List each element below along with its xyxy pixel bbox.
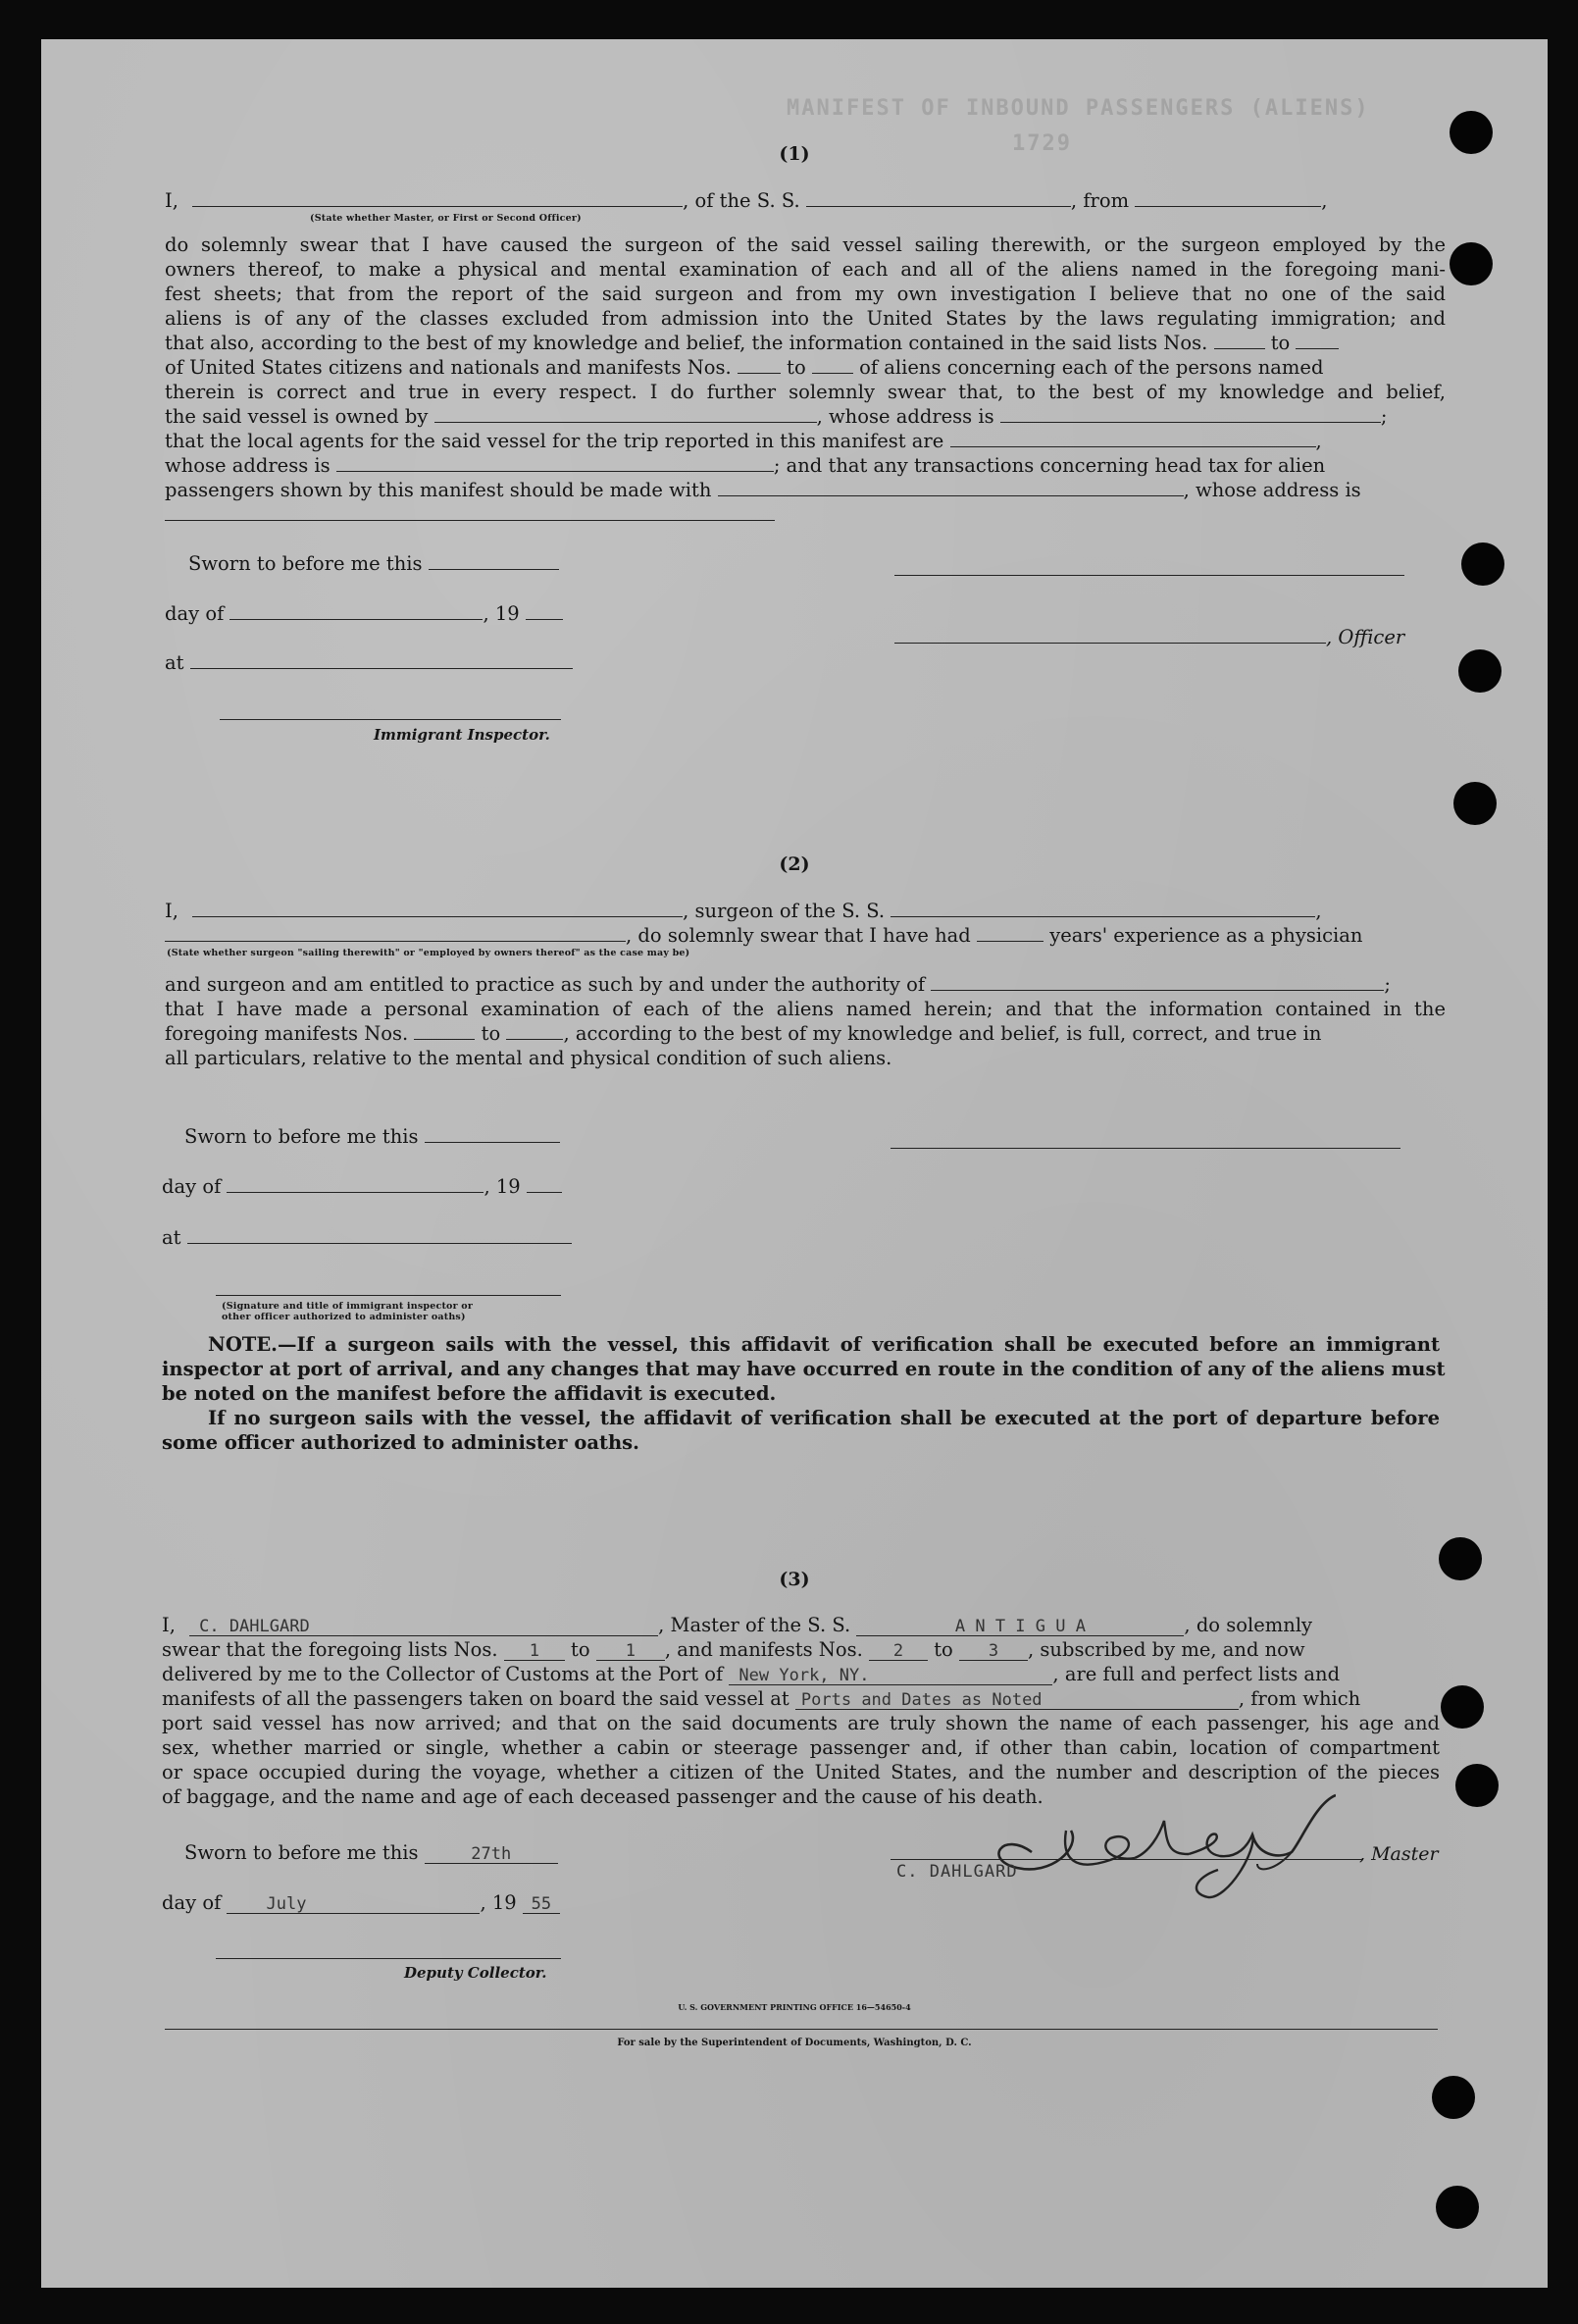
s2-signature-line [891, 1148, 1400, 1149]
from-blank[interactable] [1135, 190, 1321, 207]
s2-sig-note-1: (Signature and title of immigrant inspector or [222, 1301, 474, 1312]
section-2-number: (2) [779, 853, 810, 875]
s1-line-7: of United States citizens and nationals and manifests Nos. to of aliens concerning each of the persons named [165, 356, 1324, 379]
s1-day-of: day of , 19 [165, 602, 563, 625]
s1-line-12: passengers shown by this manifest should be made with , whose address is [165, 479, 1361, 501]
manifests-to-blank[interactable] [812, 357, 853, 374]
master-signature-line [891, 1859, 1363, 1860]
s2-line-5: foregoing manifests Nos. to , according to the best of my knowledge and belief, is full, correct, and true in [165, 1022, 1322, 1045]
master-signature [963, 1791, 1336, 1909]
address-continuation-rule [165, 520, 775, 521]
s1-line-4: fest sheets; that from the report of the said surgeon and from my own investigation I believe that no one of the said [165, 283, 1446, 305]
s1-month-blank[interactable] [229, 603, 483, 620]
s2-sworn: Sworn to before me this [184, 1125, 560, 1148]
surgeon-blank[interactable] [192, 901, 683, 917]
punch-hole [1455, 1764, 1499, 1807]
bleed-through-number: 1729 [1012, 131, 1072, 156]
s1-sworn: Sworn to before me this [188, 552, 559, 575]
year-field[interactable]: 55 [523, 1895, 560, 1914]
s1-officer-blank[interactable] [894, 627, 1326, 644]
list-to-field[interactable]: 1 [596, 1642, 665, 1661]
s2-day-of: day of , 19 [162, 1175, 562, 1198]
surgeon-ship-blank[interactable] [891, 901, 1315, 917]
section-1-number: (1) [779, 143, 810, 165]
s1-inspector-label: Immigrant Inspector. [374, 726, 550, 744]
s3-line-1: I, C. DAHLGARD , Master of the S. S. A N T I G U A , do solemnly [162, 1614, 1313, 1636]
ship-blank[interactable] [806, 190, 1071, 207]
s3-line-3: delivered by me to the Collector of Customs at the Port of New York, NY. , are full and perfect lists and [162, 1663, 1341, 1685]
punch-hole [1450, 242, 1493, 285]
s3-line-4: manifests of all the passengers taken on board the said vessel at Ports and Dates as Noted , from which [162, 1687, 1361, 1710]
s3-line-2: swear that the foregoing lists Nos. 1 to 1 , and manifests Nos. 2 to 3 , subscribed by me, and now [162, 1638, 1305, 1661]
section-3-number: (3) [779, 1569, 810, 1590]
deputy-collector-label: Deputy Collector. [404, 1964, 547, 1982]
s2-at-blank[interactable] [187, 1227, 572, 1244]
surgeon-status-blank[interactable] [165, 925, 626, 942]
s2-line-1: I, , surgeon of the S. S. , [165, 900, 1322, 922]
s1-line-10: that the local agents for the said vessel for the trip reported in this manifest are , [165, 430, 1322, 452]
manifests-from-blank[interactable] [738, 357, 781, 374]
agents-blank[interactable] [950, 431, 1316, 447]
s2-inspector-signature-line [216, 1295, 561, 1296]
punch-hole [1436, 2186, 1479, 2229]
owner-address-blank[interactable] [1000, 406, 1381, 423]
punch-hole [1441, 1685, 1484, 1729]
s2-month-blank[interactable] [227, 1176, 484, 1193]
note-line-2: inspector at port of arrival, and any changes that may have occurred en route in the condition of any of the aliens must [162, 1358, 1446, 1380]
printing-office-imprint: U. S. GOVERNMENT PRINTING OFFICE 16—54650-4 [678, 2002, 911, 2012]
s1-line-2: do solemnly swear that I have caused the surgeon of the said vessel sailing therewith, or the surgeon employed by the [165, 233, 1446, 256]
s1-officer-line: , Officer [894, 626, 1404, 648]
s1-sworn-day-blank[interactable] [429, 553, 559, 570]
s2-sworn-day-blank[interactable] [425, 1126, 560, 1143]
s2-manifest-to-blank[interactable] [506, 1023, 563, 1040]
manifest-affidavit-page [41, 39, 1548, 2288]
officer-blank[interactable] [192, 190, 683, 207]
s3-line-8: of baggage, and the name and age of each deceased passenger and the cause of his death. [162, 1785, 1044, 1808]
authority-blank[interactable] [931, 974, 1384, 991]
s1-line-11: whose address is ; and that any transactions concerning head tax for alien [165, 454, 1326, 477]
s2-sig-note-2: other officer authorized to administer oaths) [222, 1312, 466, 1322]
s2-line-2: , do solemnly swear that I have had years' experience as a physician [165, 923, 1446, 948]
deputy-signature-line [216, 1958, 561, 1959]
master-name-field[interactable]: C. DAHLGARD [189, 1618, 658, 1636]
s3-line-7: or space occupied during the voyage, whether a citizen of the United States, and the number and description of the pieces [162, 1761, 1440, 1783]
footer-rule [165, 2029, 1438, 2030]
bleed-through-header: MANIFEST OF INBOUND PASSENGERS (ALIENS) [787, 96, 1370, 121]
lists-to-blank[interactable] [1296, 333, 1339, 349]
s3-day-of: day of July , 19 55 [162, 1891, 560, 1914]
s2-year-blank[interactable] [527, 1176, 562, 1193]
lists-from-blank[interactable] [1214, 333, 1265, 349]
s1-year-blank[interactable] [526, 603, 563, 620]
s1-line-1: I, , of the S. S. , from , [165, 189, 1328, 212]
sale-notice: For sale by the Superintendent of Documents, Washington, D. C. [617, 2038, 972, 2048]
note-line-1: NOTE.—If a surgeon sails with the vessel, this affidavit of verification shall be executed before an immigrant [208, 1333, 1440, 1356]
month-field[interactable]: July [227, 1895, 480, 1914]
note-line-5: some officer authorized to administer oaths. [162, 1431, 639, 1454]
officer-note: (State whether Master, or First or Second Officer) [310, 213, 582, 224]
list-from-field[interactable]: 1 [504, 1642, 565, 1661]
typed-master-name: C. DAHLGARD [896, 1862, 1018, 1882]
s3-sworn: Sworn to before me this 27th [184, 1841, 558, 1864]
ship-name-field[interactable]: A N T I G U A [856, 1618, 1184, 1636]
manifest-to-field[interactable]: 3 [959, 1642, 1028, 1661]
s2-line-4: that I have made a personal examination of each of the aliens named herein; and that the information contained in the [165, 998, 1446, 1020]
s1-signature-line [894, 575, 1404, 576]
s1-inspector-signature-line [220, 719, 561, 720]
punch-hole [1458, 649, 1502, 693]
s3-line-6: sex, whether married or single, whether a cabin or steerage passenger and, if other than cabin, location of compartment [162, 1736, 1440, 1759]
port-field[interactable]: New York, NY. [729, 1667, 1052, 1685]
s2-line-3: and surgeon and am entitled to practice as such by and under the authority of ; [165, 973, 1391, 996]
s1-line-6: that also, according to the best of my knowledge and belief, the information contained in the said lists Nos. to [165, 331, 1446, 355]
s1-line-8: therein is correct and true in every respect. I do further solemnly swear that, to the best of my knowledge and belief, [165, 381, 1446, 403]
years-blank[interactable] [977, 925, 1044, 942]
s3-line-5: port said vessel has now arrived; and that on the said documents are truly shown the name of each passenger, his age and [162, 1712, 1440, 1734]
s1-at: at [165, 651, 573, 674]
note-line-4: If no surgeon sails with the vessel, the affidavit of verification shall be executed at the port of departure before [208, 1407, 1440, 1429]
sworn-day-field[interactable]: 27th [425, 1845, 558, 1864]
note-line-3: be noted on the manifest before the affidavit is executed. [162, 1382, 777, 1405]
s2-line-6: all particulars, relative to the mental and physical condition of such aliens. [165, 1047, 892, 1069]
punch-hole [1461, 542, 1504, 586]
s2-at: at [162, 1226, 572, 1249]
punch-hole [1432, 2076, 1475, 2119]
s1-line-3: owners thereof, to make a physical and mental examination of each and all of the aliens named in the foregoing mani- [165, 258, 1446, 281]
master-label: , Master [1359, 1843, 1439, 1865]
s1-line-5: aliens is of any of the classes excluded from admission into the United States by the laws regulating immigration; and [165, 307, 1446, 330]
manifest-from-field[interactable]: 2 [869, 1642, 928, 1661]
owner-blank[interactable] [434, 406, 817, 423]
agents-address-blank[interactable] [336, 455, 774, 472]
head-tax-blank[interactable] [718, 480, 1184, 496]
s1-at-blank[interactable] [190, 652, 573, 669]
surgeon-note: (State whether surgeon "sailing therewith" or "employed by owners thereof" as the case may be) [167, 948, 690, 958]
punch-hole [1453, 782, 1497, 825]
s1-line-9: the said vessel is owned by , whose address is ; [165, 405, 1388, 428]
s2-manifest-from-blank[interactable] [414, 1023, 475, 1040]
ports-field[interactable]: Ports and Dates as Noted [795, 1691, 1239, 1710]
